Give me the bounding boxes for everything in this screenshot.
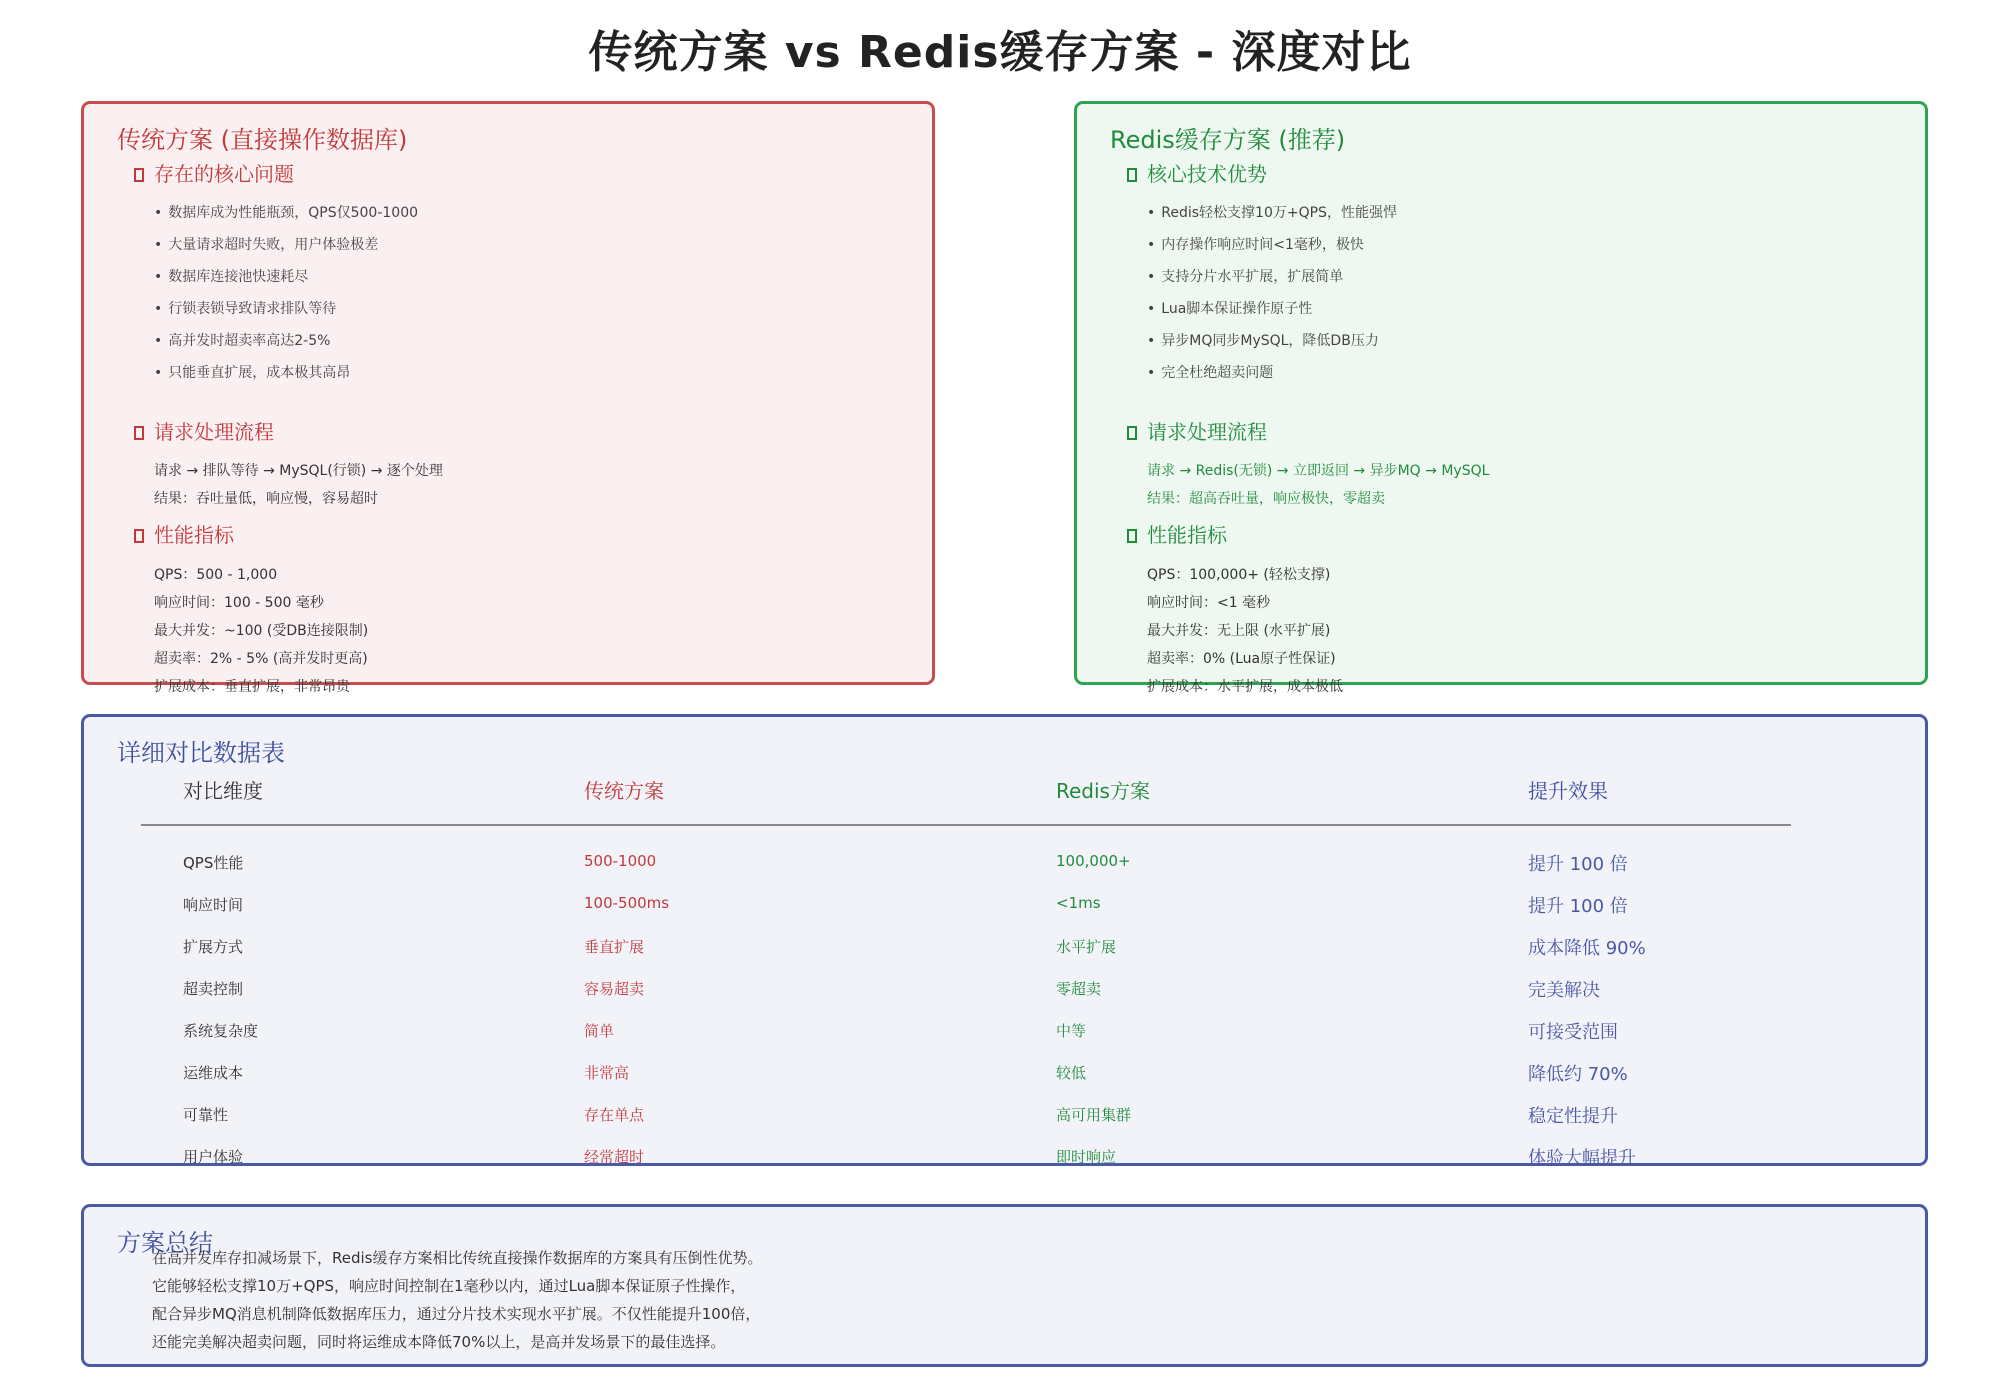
table-cell-traditional: 100-500ms	[584, 894, 670, 912]
table-cell-traditional: 简单	[584, 1022, 615, 1040]
traditional-metric: 响应时间：100 - 500 毫秒	[154, 595, 324, 611]
redis-advantage-item: • 异步MQ同步MySQL，降低DB压力	[1147, 330, 1379, 350]
redis-metric: 最大并发：无上限 (水平扩展)	[1147, 623, 1331, 639]
table-cell-improvement: 体验大幅提升	[1528, 1148, 1636, 1169]
traditional-metric: 扩展成本：垂直扩展，非常昂贵	[154, 679, 350, 695]
table-header-redis: Redis方案	[1056, 779, 1150, 803]
summary-panel	[81, 1204, 1928, 1367]
summary-line: 它能够轻松支撑10万+QPS，响应时间控制在1毫秒以内，通过Lua脚本保证原子性操作，	[152, 1277, 746, 1295]
summary-line: 配合异步MQ消息机制降低数据库压力，通过分片技术实现水平扩展。不仅性能提升100倍，	[152, 1305, 761, 1323]
redis-flow-result: 结果：超高吞吐量，响应极快，零超卖	[1147, 491, 1385, 507]
redis-advantage-item: • 完全杜绝超卖问题	[1147, 362, 1273, 382]
square-icon	[134, 529, 144, 543]
traditional-metric: 最大并发：~100 (受DB连接限制)	[154, 623, 369, 639]
comparison-table-panel	[81, 714, 1928, 1169]
table-cell-improvement: 稳定性提升	[1528, 1106, 1618, 1127]
traditional-flow-line: 请求 → 排队等待 → MySQL(行锁) → 逐个处理	[154, 463, 443, 479]
table-cell-traditional: 经常超时	[584, 1148, 645, 1166]
table-cell-redis: 零超卖	[1056, 980, 1102, 998]
traditional-metric: 超卖率：2% - 5% (高并发时更高)	[154, 651, 368, 667]
table-cell-improvement: 提升 100 倍	[1528, 896, 1628, 917]
table-cell-redis: <1ms	[1056, 894, 1101, 912]
table-cell-dimension: 系统复杂度	[183, 1022, 259, 1040]
traditional-panel-title: 传统方案 (直接操作数据库)	[117, 126, 408, 154]
redis-advantage-item: • Lua脚本保证操作原子性	[1147, 298, 1312, 318]
table-cell-redis: 水平扩展	[1056, 938, 1117, 956]
table-header-improvement: 提升效果	[1528, 779, 1608, 803]
square-icon	[134, 168, 144, 182]
traditional-flow-title-text: 请求处理流程	[154, 420, 274, 444]
redis-metrics-title	[1127, 519, 1227, 548]
redis-panel	[1074, 101, 1928, 695]
redis-advantages-title-text: 核心技术优势	[1147, 162, 1267, 186]
traditional-panel	[81, 101, 935, 695]
summary-line: 还能完美解决超卖问题，同时将运维成本降低70%以上，是高并发场景下的最佳选择。	[152, 1333, 726, 1351]
redis-flow-line: 请求 → Redis(无锁) → 立即返回 → 异步MQ → MySQL	[1147, 463, 1490, 479]
table-cell-dimension: 响应时间	[183, 896, 244, 914]
table-cell-improvement: 降低约 70%	[1528, 1064, 1628, 1085]
table-cell-dimension: 可靠性	[183, 1106, 229, 1124]
redis-advantage-item: • 内存操作响应时间<1毫秒，极快	[1147, 234, 1364, 254]
redis-metrics-title-text: 性能指标	[1147, 523, 1227, 547]
table-cell-traditional: 容易超卖	[584, 980, 645, 998]
traditional-metric: QPS：500 - 1,000	[154, 567, 278, 583]
table-cell-traditional: 存在单点	[584, 1106, 645, 1124]
table-cell-redis: 较低	[1056, 1064, 1087, 1082]
page-title: 传统方案 vs Redis缓存方案 - 深度对比	[588, 27, 1412, 78]
table-cell-traditional: 垂直扩展	[584, 938, 645, 956]
redis-advantages-title	[1127, 158, 1267, 187]
table-cell-redis: 即时响应	[1056, 1148, 1117, 1166]
table-cell-dimension: QPS性能	[183, 854, 244, 872]
table-header-divider	[141, 824, 1791, 826]
comparison-table-title: 详细对比数据表	[117, 739, 285, 767]
table-header-dimension: 对比维度	[183, 779, 263, 803]
square-icon	[134, 426, 144, 440]
table-cell-dimension: 运维成本	[183, 1064, 244, 1082]
traditional-problem-item: • 高并发时超卖率高达2-5%	[154, 330, 330, 350]
redis-advantage-item: • Redis轻松支撑10万+QPS，性能强悍	[1147, 202, 1397, 222]
redis-flow-title-text: 请求处理流程	[1147, 420, 1267, 444]
table-cell-improvement: 成本降低 90%	[1528, 938, 1646, 959]
traditional-metrics-title	[134, 519, 234, 548]
table-cell-dimension: 扩展方式	[183, 938, 244, 956]
table-cell-traditional: 500-1000	[584, 852, 657, 870]
traditional-problems-title-text: 存在的核心问题	[154, 162, 294, 186]
traditional-problem-item: • 数据库连接池快速耗尽	[154, 266, 308, 286]
redis-advantage-item: • 支持分片水平扩展，扩展简单	[1147, 266, 1343, 286]
square-icon	[1127, 168, 1137, 182]
traditional-problem-item: • 大量请求超时失败，用户体验极差	[154, 234, 378, 254]
redis-metric: QPS：100,000+ (轻松支撑)	[1147, 567, 1331, 583]
redis-metric: 超卖率：0% (Lua原子性保证)	[1147, 651, 1336, 667]
redis-flow-title	[1127, 416, 1267, 445]
traditional-problem-item: • 只能垂直扩展，成本极其高昂	[154, 362, 350, 382]
redis-metric: 扩展成本：水平扩展，成本极低	[1147, 679, 1343, 695]
traditional-metrics-title-text: 性能指标	[154, 523, 234, 547]
square-icon	[1127, 426, 1137, 440]
table-cell-improvement: 可接受范围	[1528, 1022, 1618, 1043]
traditional-flow-result: 结果：吞吐量低，响应慢，容易超时	[154, 491, 378, 507]
redis-panel-title: Redis缓存方案 (推荐)	[1110, 126, 1346, 154]
table-cell-traditional: 非常高	[584, 1064, 630, 1082]
table-cell-redis: 高可用集群	[1056, 1106, 1132, 1124]
table-cell-improvement: 完美解决	[1528, 980, 1600, 1001]
table-cell-dimension: 超卖控制	[183, 980, 244, 998]
table-cell-redis: 100,000+	[1056, 852, 1131, 870]
traditional-problem-item: • 数据库成为性能瓶颈，QPS仅500-1000	[154, 202, 418, 222]
traditional-flow-title	[134, 416, 274, 445]
redis-metric: 响应时间：<1 毫秒	[1147, 595, 1271, 611]
table-cell-redis: 中等	[1056, 1022, 1087, 1040]
table-header-traditional: 传统方案	[584, 779, 664, 803]
square-icon	[1127, 529, 1137, 543]
summary-line: 在高并发库存扣减场景下，Redis缓存方案相比传统直接操作数据库的方案具有压倒性优势。	[152, 1249, 763, 1267]
summary-title: 方案总结	[117, 1229, 213, 1257]
table-cell-improvement: 提升 100 倍	[1528, 854, 1628, 875]
traditional-problems-title	[134, 158, 294, 187]
table-cell-dimension: 用户体验	[183, 1148, 244, 1166]
traditional-problem-item: • 行锁表锁导致请求排队等待	[154, 298, 336, 318]
